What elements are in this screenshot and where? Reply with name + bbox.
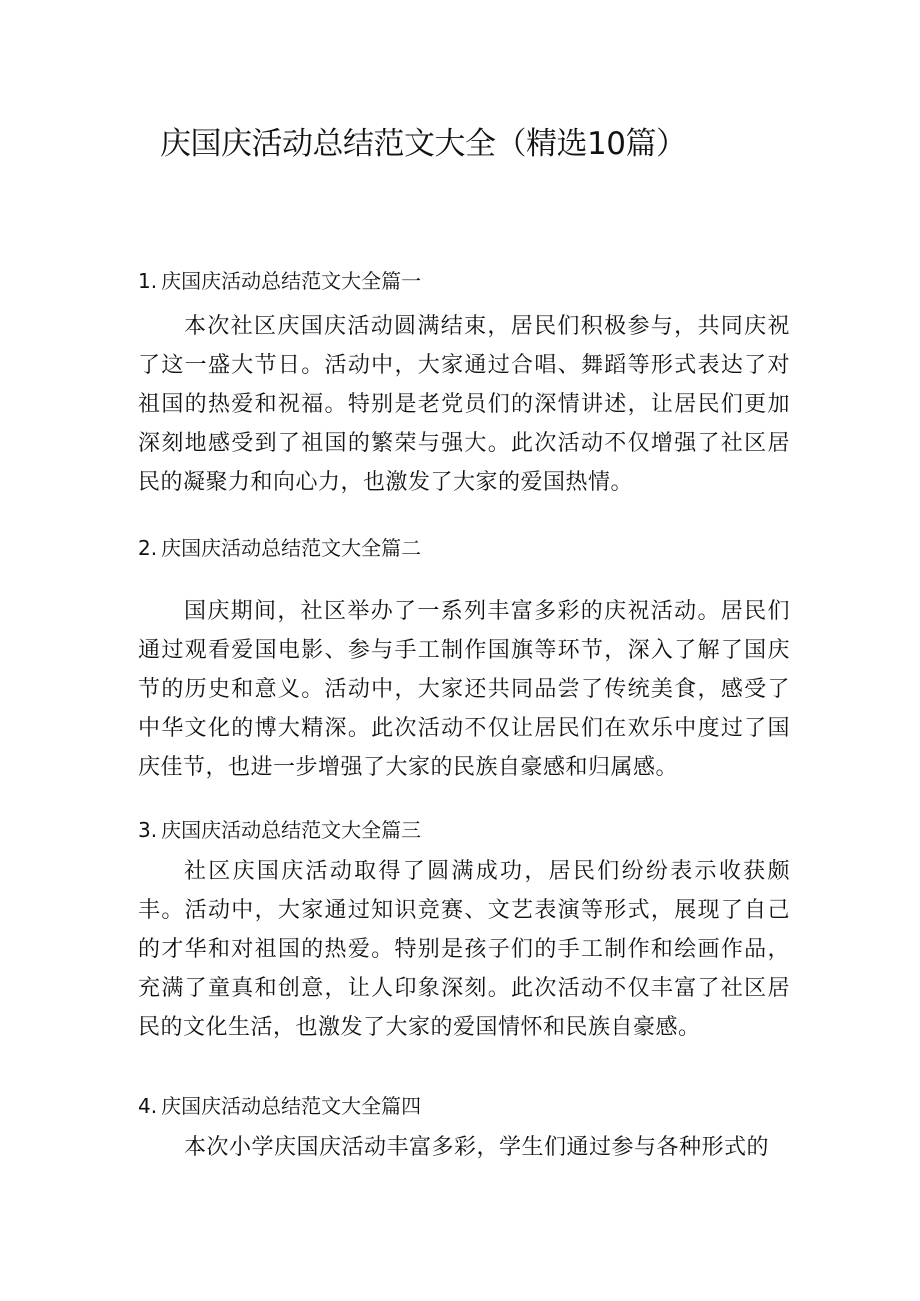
section-body-4: 本次小学庆国庆活动丰富多彩，学生们通过参与各种形式的 [184, 1135, 770, 1160]
section-heading-text: 庆国庆活动总结范文大全篇三 [161, 818, 422, 842]
section-number: 2. [138, 536, 158, 560]
section-heading-2 [138, 533, 798, 563]
section-heading-text: 庆国庆活动总结范文大全篇四 [161, 1094, 422, 1118]
section-heading-text: 庆国庆活动总结范文大全篇一 [161, 269, 422, 293]
section-number: 3. [138, 818, 158, 842]
section-heading-1 [138, 266, 798, 296]
section-number: 4. [138, 1094, 158, 1118]
section-heading-text: 庆国庆活动总结范文大全篇二 [161, 536, 422, 560]
section-heading-3 [138, 815, 798, 845]
section-body-1: 本次社区庆国庆活动圆满结束，居民们积极参与，共同庆祝了这一盛大节日。活动中，大家通过合唱、舞蹈等形式表达了对祖国的热爱和祝福。特别是老党员们的深情讲述，让居民们更加深刻地感受到了祖国的繁荣与强大。此次活动不仅增强了社区居民的凝聚力和向心力，也激发了大家的爱国热情。 [138, 314, 790, 495]
section-body-2: 国庆期间，社区举办了一系列丰富多彩的庆祝活动。居民们通过观看爱国电影、参与手工制作国旗等环节，深入了解了国庆节的历史和意义。活动中，大家还共同品尝了传统美食，感受了中华文化的博大精深。此次活动不仅让居民们在欢乐中度过了国庆佳节，也进一步增强了大家的民族自豪感和归属感。 [138, 599, 790, 780]
section-body-3: 社区庆国庆活动取得了圆满成功，居民们纷纷表示收获颇丰。活动中，大家通过知识竞赛、文艺表演等形式，展现了自己的才华和对祖国的热爱。特别是孩子们的手工制作和绘画作品，充满了童真和创意，让人印象深刻。此次活动不仅丰富了社区居民的文化生活，也激发了大家的爱国情怀和民族自豪感。 [138, 859, 790, 1040]
section-heading-4 [138, 1091, 798, 1121]
document-title: 庆国庆活动总结范文大全（精选10篇） [160, 126, 687, 162]
section-number: 1. [138, 269, 158, 293]
